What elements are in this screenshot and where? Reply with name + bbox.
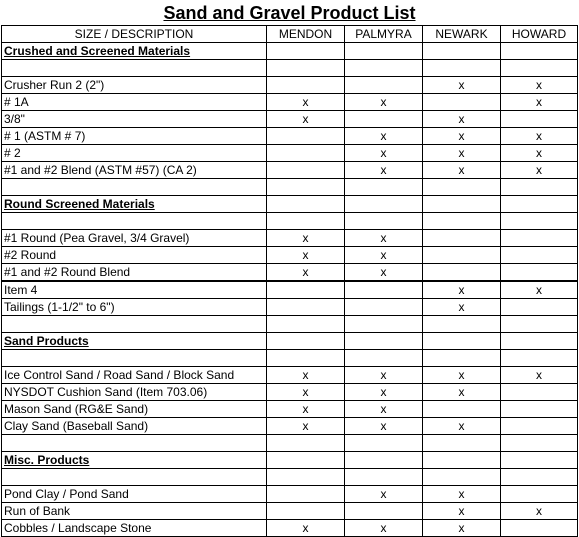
availability-cell bbox=[267, 316, 345, 333]
availability-cell bbox=[501, 179, 578, 196]
availability-cell bbox=[345, 452, 423, 469]
availability-cell: x bbox=[423, 384, 501, 401]
availability-cell bbox=[267, 299, 345, 316]
blank-row bbox=[2, 213, 578, 230]
availability-cell bbox=[501, 196, 578, 213]
table-row bbox=[2, 247, 578, 264]
product-description: Ice Control Sand / Road Sand / Block Sand bbox=[2, 367, 267, 384]
availability-cell bbox=[501, 486, 578, 503]
availability-cell bbox=[501, 350, 578, 367]
table-row bbox=[2, 128, 578, 145]
availability-cell: x bbox=[345, 401, 423, 418]
availability-cell bbox=[501, 333, 578, 350]
availability-cell: x bbox=[423, 367, 501, 384]
availability-cell bbox=[423, 452, 501, 469]
product-description: # 2 bbox=[2, 145, 267, 162]
blank-row bbox=[2, 179, 578, 196]
table-row bbox=[2, 486, 578, 503]
availability-cell: x bbox=[345, 128, 423, 145]
product-description: Clay Sand (Baseball Sand) bbox=[2, 418, 267, 435]
availability-cell bbox=[345, 196, 423, 213]
availability-cell bbox=[501, 435, 578, 452]
availability-cell bbox=[423, 401, 501, 418]
table-row bbox=[2, 520, 578, 537]
product-description: Tailings (1-1/2" to 6") bbox=[2, 299, 267, 316]
availability-cell: x bbox=[501, 281, 578, 299]
availability-cell: x bbox=[423, 145, 501, 162]
availability-cell bbox=[501, 299, 578, 316]
section-row bbox=[2, 452, 578, 469]
availability-cell bbox=[267, 469, 345, 486]
blank-row bbox=[2, 316, 578, 333]
availability-cell: x bbox=[345, 384, 423, 401]
availability-cell: x bbox=[345, 367, 423, 384]
availability-cell: x bbox=[267, 230, 345, 247]
product-description: #1 and #2 Blend (ASTM #57) (CA 2) bbox=[2, 162, 267, 179]
availability-cell bbox=[501, 384, 578, 401]
availability-cell: x bbox=[501, 77, 578, 94]
availability-cell bbox=[267, 196, 345, 213]
table-row bbox=[2, 281, 578, 299]
availability-cell bbox=[345, 213, 423, 230]
availability-cell: x bbox=[267, 247, 345, 264]
availability-cell bbox=[345, 350, 423, 367]
availability-cell bbox=[345, 333, 423, 350]
product-description: Run of Bank bbox=[2, 503, 267, 520]
availability-cell bbox=[267, 435, 345, 452]
table-row bbox=[2, 94, 578, 111]
availability-cell bbox=[501, 230, 578, 247]
availability-cell bbox=[423, 94, 501, 111]
product-description: NYSDOT Cushion Sand (Item 703.06) bbox=[2, 384, 267, 401]
availability-cell: x bbox=[267, 94, 345, 111]
availability-cell bbox=[267, 128, 345, 145]
product-description: #1 and #2 Round Blend bbox=[2, 264, 267, 282]
availability-cell: x bbox=[267, 401, 345, 418]
availability-cell: x bbox=[267, 418, 345, 435]
availability-cell: x bbox=[423, 418, 501, 435]
table-row bbox=[2, 299, 578, 316]
blank-row bbox=[2, 435, 578, 452]
table-row bbox=[2, 230, 578, 247]
availability-cell bbox=[423, 264, 501, 282]
availability-cell: x bbox=[423, 299, 501, 316]
availability-cell: x bbox=[423, 162, 501, 179]
availability-cell bbox=[267, 43, 345, 60]
availability-cell bbox=[423, 196, 501, 213]
section-heading: Round Screened Materials bbox=[2, 196, 267, 213]
table-row bbox=[2, 384, 578, 401]
availability-cell: x bbox=[345, 264, 423, 282]
availability-cell: x bbox=[423, 520, 501, 537]
empty-cell bbox=[2, 316, 267, 333]
availability-cell bbox=[267, 162, 345, 179]
product-description: # 1 (ASTM # 7) bbox=[2, 128, 267, 145]
availability-cell: x bbox=[501, 162, 578, 179]
availability-cell: x bbox=[423, 111, 501, 128]
availability-cell bbox=[501, 43, 578, 60]
table-row bbox=[2, 77, 578, 94]
availability-cell bbox=[345, 299, 423, 316]
table-row bbox=[2, 145, 578, 162]
availability-cell: x bbox=[267, 384, 345, 401]
availability-cell: x bbox=[345, 486, 423, 503]
availability-cell: x bbox=[423, 128, 501, 145]
availability-cell: x bbox=[423, 486, 501, 503]
availability-cell bbox=[501, 520, 578, 537]
availability-cell bbox=[423, 435, 501, 452]
availability-cell bbox=[267, 350, 345, 367]
availability-cell bbox=[345, 179, 423, 196]
availability-cell bbox=[423, 60, 501, 77]
availability-cell bbox=[501, 111, 578, 128]
availability-cell bbox=[345, 77, 423, 94]
availability-cell: x bbox=[345, 418, 423, 435]
table-row bbox=[2, 418, 578, 435]
section-heading: Sand Products bbox=[2, 333, 267, 350]
availability-cell bbox=[267, 503, 345, 520]
page-title: Sand and Gravel Product List bbox=[163, 3, 416, 23]
table-row bbox=[2, 401, 578, 418]
table-row bbox=[2, 503, 578, 520]
availability-cell bbox=[345, 469, 423, 486]
header-palmyra: PALMYRA bbox=[345, 26, 423, 43]
section-heading: Misc. Products bbox=[2, 452, 267, 469]
product-description: # 1A bbox=[2, 94, 267, 111]
product-description: Mason Sand (RG&E Sand) bbox=[2, 401, 267, 418]
product-table bbox=[1, 25, 578, 537]
availability-cell bbox=[501, 452, 578, 469]
availability-cell bbox=[267, 333, 345, 350]
header-newark: NEWARK bbox=[423, 26, 501, 43]
availability-cell bbox=[345, 281, 423, 299]
header-size-description: SIZE / DESCRIPTION bbox=[2, 26, 267, 43]
availability-cell bbox=[423, 247, 501, 264]
table-row bbox=[2, 162, 578, 179]
product-description: 3/8" bbox=[2, 111, 267, 128]
availability-cell bbox=[423, 333, 501, 350]
empty-cell bbox=[2, 350, 267, 367]
empty-cell bbox=[2, 435, 267, 452]
availability-cell: x bbox=[345, 230, 423, 247]
availability-cell bbox=[423, 213, 501, 230]
blank-row bbox=[2, 60, 578, 77]
availability-cell: x bbox=[501, 128, 578, 145]
availability-cell bbox=[345, 60, 423, 77]
header-mendon: MENDON bbox=[267, 26, 345, 43]
availability-cell bbox=[423, 43, 501, 60]
availability-cell: x bbox=[345, 520, 423, 537]
blank-row bbox=[2, 469, 578, 486]
section-row bbox=[2, 43, 578, 60]
table-row bbox=[2, 367, 578, 384]
availability-cell: x bbox=[345, 94, 423, 111]
product-description: Item 4 bbox=[2, 281, 267, 299]
section-row bbox=[2, 196, 578, 213]
blank-row bbox=[2, 350, 578, 367]
availability-cell bbox=[345, 111, 423, 128]
availability-cell bbox=[345, 503, 423, 520]
availability-cell bbox=[423, 230, 501, 247]
availability-cell: x bbox=[501, 145, 578, 162]
availability-cell bbox=[267, 145, 345, 162]
availability-cell: x bbox=[423, 281, 501, 299]
availability-cell bbox=[267, 179, 345, 196]
availability-cell bbox=[267, 486, 345, 503]
availability-cell bbox=[423, 469, 501, 486]
section-heading: Crushed and Screened Materials bbox=[2, 43, 267, 60]
header-row bbox=[2, 26, 578, 43]
empty-cell bbox=[2, 469, 267, 486]
empty-cell bbox=[2, 213, 267, 230]
availability-cell bbox=[501, 247, 578, 264]
availability-cell bbox=[345, 435, 423, 452]
availability-cell bbox=[501, 401, 578, 418]
availability-cell bbox=[345, 43, 423, 60]
product-description: Crusher Run 2 (2") bbox=[2, 77, 267, 94]
empty-cell bbox=[2, 179, 267, 196]
availability-cell: x bbox=[267, 520, 345, 537]
availability-cell bbox=[345, 316, 423, 333]
availability-cell bbox=[501, 469, 578, 486]
availability-cell bbox=[501, 316, 578, 333]
product-description: Cobbles / Landscape Stone bbox=[2, 520, 267, 537]
availability-cell bbox=[267, 77, 345, 94]
availability-cell bbox=[267, 60, 345, 77]
availability-cell: x bbox=[423, 77, 501, 94]
availability-cell bbox=[267, 452, 345, 469]
availability-cell: x bbox=[345, 145, 423, 162]
product-description: #1 Round (Pea Gravel, 3/4 Gravel) bbox=[2, 230, 267, 247]
product-description: Pond Clay / Pond Sand bbox=[2, 486, 267, 503]
availability-cell: x bbox=[267, 264, 345, 282]
availability-cell bbox=[501, 213, 578, 230]
availability-cell bbox=[423, 179, 501, 196]
availability-cell bbox=[501, 418, 578, 435]
availability-cell: x bbox=[501, 503, 578, 520]
availability-cell: x bbox=[345, 247, 423, 264]
availability-cell: x bbox=[267, 111, 345, 128]
table-row bbox=[2, 264, 578, 282]
section-row bbox=[2, 333, 578, 350]
empty-cell bbox=[2, 60, 267, 77]
product-description: #2 Round bbox=[2, 247, 267, 264]
availability-cell bbox=[267, 213, 345, 230]
table-row bbox=[2, 111, 578, 128]
availability-cell: x bbox=[501, 94, 578, 111]
availability-cell bbox=[501, 264, 578, 282]
table-body bbox=[2, 43, 578, 537]
availability-cell: x bbox=[267, 367, 345, 384]
availability-cell bbox=[423, 316, 501, 333]
availability-cell bbox=[423, 350, 501, 367]
availability-cell bbox=[501, 60, 578, 77]
availability-cell: x bbox=[423, 503, 501, 520]
header-howard: HOWARD bbox=[501, 26, 578, 43]
availability-cell: x bbox=[345, 162, 423, 179]
availability-cell bbox=[267, 281, 345, 299]
availability-cell: x bbox=[501, 367, 578, 384]
